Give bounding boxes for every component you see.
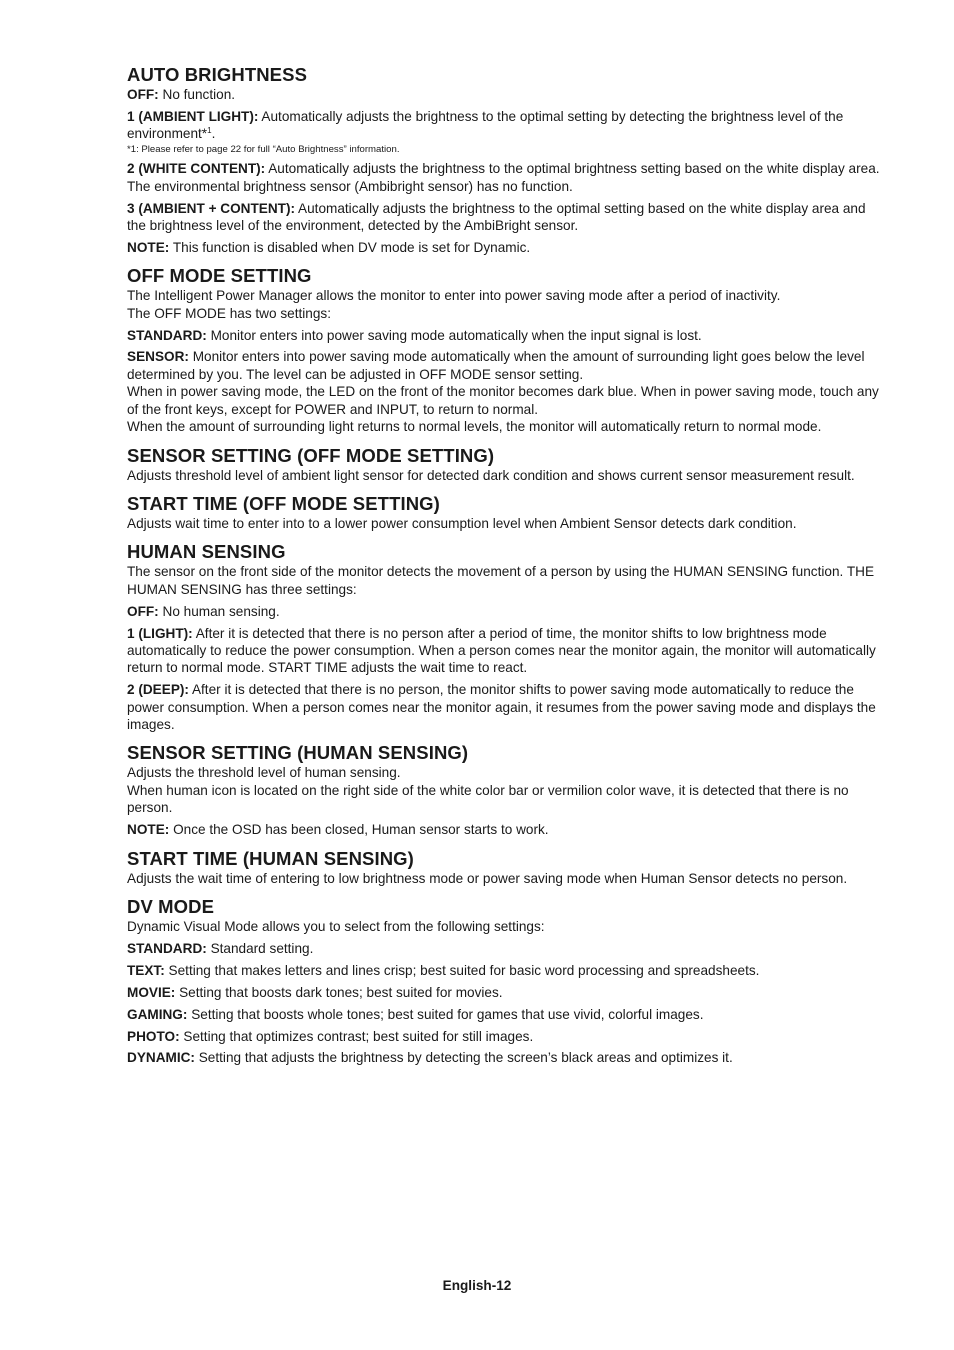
heading-start-human: START TIME (HUMAN SENSING) [127,847,414,869]
para-start-human: Adjusts the wait time of entering to low brightness mode or power saving mode when Human Sensor detects no person. [127,870,848,886]
heading-auto-brightness: AUTO BRIGHTNESS [127,64,308,85]
page-number-footer: English-12 [442,1278,512,1293]
para-hs-deep: 2 (DEEP): After it is detected that there is no person, the monitor shifts to power saving mode automatically to reduce the power consumption. When a person comes near the monitor again, it resumes from the power saving mode and displays the images. [127,682,876,733]
para-om-standard: STANDARD: Monitor enters into power saving mode automatically when the input signal is lost. [127,327,702,343]
heading-sensor-human: SENSOR SETTING (HUMAN SENSING) [127,742,469,764]
section-start-human [127,848,887,887]
para-dv-dynamic: DYNAMIC: Setting that adjusts the brightness by detecting the screen’s black areas and optimizes it. [127,1050,733,1066]
para-dv-gaming: GAMING: Setting that boosts whole tones; best suited for games that use vivid, colorful images. [127,1006,704,1022]
para-sensor-off: Adjusts threshold level of ambient light sensor for detected dark condition and shows current sensor measurement result. [127,467,855,483]
section-human-sensing [127,541,887,733]
para-ab-off: OFF: No function. [127,87,236,102]
para-ab-white-2: The environmental brightness sensor (Ambibright sensor) has no function. [127,178,573,194]
section-auto-brightness [127,64,887,256]
para-hs-intro: The sensor on the front side of the monitor detects the movement of a person by using the HUMAN SENSING function. THE HUMAN SENSING has three settings: [127,564,875,597]
footnote-ab: *1: Please refer to page 22 for full “Auto Brightness” information. [127,143,400,155]
heading-human-sensing: HUMAN SENSING [127,541,286,563]
para-dv-text: TEXT: Setting that makes letters and lines crisp; best suited for basic word processing and spreadsheets. [127,962,760,978]
para-dv-photo: PHOTO: Setting that optimizes contrast; best suited for still images. [127,1028,534,1044]
para-hs-off: OFF: No human sensing. [127,603,280,619]
section-start-off-mode [127,493,887,532]
para-ab-ambient-content: 3 (AMBIENT + CONTENT): Automatically adjusts the brightness to the optimal setting based on the white display area and the brightness level of the environment, detected by the AmbiBright sensor. [127,200,866,233]
section-off-mode [127,265,887,435]
para-sh-note: NOTE: Once the OSD has been closed, Human sensor starts to work. [127,822,549,838]
para-ab-ambient: 1 (AMBIENT LIGHT): Automatically adjusts the brightness to the optimal setting by detecting the brightness level of the environment*$^1$. [127,108,844,142]
para-ab-note: NOTE: This function is disabled when DV mode is set for Dynamic. [127,239,531,255]
para-dv-intro: Dynamic Visual Mode allows you to select from the following settings: [127,919,545,934]
para-sh-2: When human icon is located on the right side of the white color bar or vermilion color wave, it is detected that there is no person. [127,782,849,816]
manual-page-content [127,64,887,1076]
para-om-sensor: SENSOR: Monitor enters into power saving mode automatically when the amount of surrounding light goes below the level determined by you. The level can be adjusted in OFF MODE sensor setting. [127,349,865,382]
heading-start-off-mode: START TIME (OFF MODE SETTING) [127,492,440,514]
section-sensor-human [127,742,887,838]
para-sh-1: Adjusts the threshold level of human sensing. [127,765,401,781]
para-om-intro-1: The Intelligent Power Manager allows the monitor to enter into power saving mode after a period of inactivity. [127,288,781,304]
para-dv-movie: MOVIE: Setting that boosts dark tones; best suited for movies. [127,984,503,1000]
para-hs-light: 1 (LIGHT): After it is detected that there is no person after a period of time, the monitor shifts to low brightness mode automatically to reduce the power consumption. When a person comes near the monitor again, the monitor will automatically return to normal mode. START TIME adjusts the wait time to react. [127,625,876,676]
para-om-intro-2: The OFF MODE has two settings: [127,305,331,321]
heading-off-mode: OFF MODE SETTING [127,265,312,287]
para-om-sensor-3: When the amount of surrounding light returns to normal levels, the monitor will automatically return to normal mode. [127,419,822,435]
heading-sensor-off-mode: SENSOR SETTING (OFF MODE SETTING) [127,444,495,466]
para-dv-standard: STANDARD: Standard setting. [127,940,314,956]
heading-dv-mode: DV MODE [127,896,215,917]
para-ab-white: 2 (WHITE CONTENT): Automatically adjusts the brightness to the optimal brightness setting based on the white display area. [127,161,880,177]
section-sensor-off-mode [127,445,887,484]
para-start-off: Adjusts wait time to enter into to a lower power consumption level when Ambient Sensor detects dark condition. [127,515,797,531]
section-dv-mode [127,896,887,1067]
para-om-sensor-2: When in power saving mode, the LED on the front of the monitor becomes dark blue. When in power saving mode, touch any of the front keys, except for POWER and INPUT, to return to normal. [127,384,879,417]
